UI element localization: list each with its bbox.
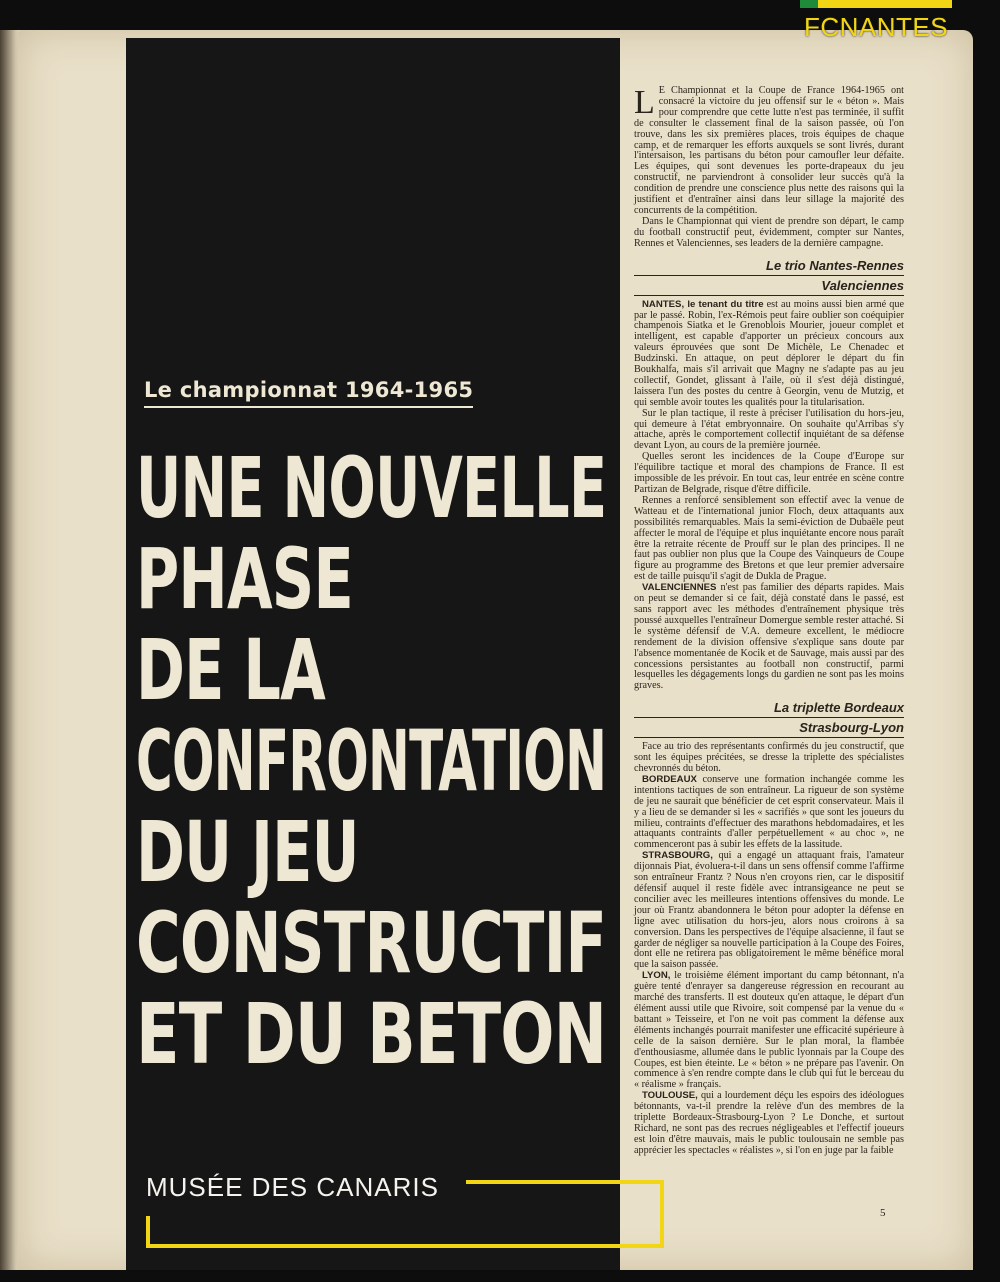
paragraph: Quelles seront les incidences de la Coupe d'Europe sur l'équilibre tactique et moral des champions de France. Il est impossible de les prévoir. En tout cas, leur entrée en scène contre Partizan de Belgrade, risque d'être difficile. (634, 451, 904, 495)
subheading-trio (634, 256, 904, 296)
yellow-frame-line (660, 1180, 664, 1248)
paragraph: qui a engagé un attaquant frais, l'amateur dijonnais Piat, évoluera-t-il dans un sens offensif comme l'affirme son entraîneur Frantz ? Nous n'en croyons rien, car le dispositif défensif auquel il reste fidèle avec intransigeance ne peut se concilier avec les meilleures intentions offensives du monde. Le jour où Frantz abandonnera le béton pour adopter la défense en ligne avec utilisation du hors-jeu, alors nous croirons à sa conversion. Dans les perspectives de l'équipe alsacienne, il faut se garder de négliger sa nouvelle participation à la Coupe des Foires, dont elle ne retirera pas obligatoirement le même bénéfice moral que la saison passée. (634, 850, 904, 971)
headline-line: CONFRONTATION (136, 712, 607, 810)
article-headline (136, 439, 607, 1083)
paragraph: n'est pas familier des départs rapides. Mais on peut se demander si ce fait, déjà constaté dans le passé, est sans rapport avec les méthodes d'entraînement physique très poussé auxquelles l'entraîneur Domergue semble rester attaché. Si le système défensif de V.A. demeure excellent, le médiocre rendement de la division offensive s'explique sans doute par l'absence momentanée de Kocik et de Sauvage, mais aussi par des concessions persistantes au football non constructif, parmi lesquelles les dégagements longs du gardien ne sont pas les moins graves. (634, 582, 904, 692)
paragraph-lead: BORDEAUX (642, 773, 697, 785)
subheading-line: Strasbourg-Lyon (634, 718, 904, 738)
paragraph: E Championnat et la Coupe de France 1964-1965 ont consacré la victoire du jeu offensif sur le « béton ». Mais pour comprendre que cette lutte n'est pas terminée, il suffit de consulter le classement final de la saison passée, où l'on trouve, dans les six premières places, trois équipes de chaque camp, et de remarquer les efforts auxquels se sont livrés, durant l'intersaison, les partisans du béton pour camoufler leur défaite. Les équipes, qui sont devenues les porte-drapeaux du jeu constructif, ne parviendront à consolider leur succès qu'à la condition de prendre une conscience plus nette des raisons qui la justifient et d'entraîner ainsi dans leur sillage la majorité des concurrents de la compétition. (634, 85, 904, 216)
logo-text: FCNANTES (804, 12, 949, 42)
paragraph-lead: NANTES, le tenant du titre (642, 298, 764, 310)
drop-cap: L (634, 84, 655, 121)
headline-line: CONSTRUCTIF (136, 894, 607, 992)
paragraph: Dans le Championnat qui vient de prendre son départ, le camp du football constructif peut, évidemment, compter sur Nantes, Rennes et Valenciennes, ses leaders de la dernière campagne. (634, 215, 904, 249)
yellow-frame-line (146, 1244, 664, 1248)
yellow-frame-line (146, 1216, 150, 1248)
paragraph: Face au trio des représentants confirmés du jeu constructif, que sont les équipes précitées, se dresse la triplette des spécialistes chevronnés du béton. (634, 741, 904, 775)
subheading-line: Valenciennes (634, 276, 904, 296)
paragraph-lead: TOULOUSE, (642, 1090, 698, 1102)
yellow-frame-line (466, 1180, 664, 1184)
paragraph: est au moins aussi bien armé que par le passé. Robin, l'ex-Rémois peut faire oublier son coéquipier champenois Siatka et le Grenoblois Mourier, joueur complet et intelligent, est capable d'apporter un précieux concours aux valeurs éprouvées que sont De Michèle, Le Chenadec et Budzinski. En attaque, on peut déplorer le départ du fin Boukhalfa, mais s'il arrivait que Magny ne s'adapte pas au jeu collectif, Gondet, glissant à l'aile, où il s'est déjà distingué, laissera l'un des postes du centre à Georgin, venu de Mutzig, et qui semble avoir toutes les qualités pour la titularisation. (634, 298, 904, 408)
musee-caption: MUSÉE DES CANARIS (146, 1172, 439, 1202)
paragraph: le troisième élément important du camp bétonnant, n'a guère tenté d'enrayer sa dangereuse régression en recourant au marché des transferts. Il est douteux qu'en attaque, le départ d'un élément aussi utile que Rivoire, soit compensé par la venue du « battant » Teisseire, et l'on ne voit pas comment la défense aux éléments inchangés pourrait manifester une efficacité supérieure à celle de la saison dernière. Sur le plan moral, la flambée d'enthousiasme, allumée dans le public lyonnais par la Coupe des Coupes, est bien éteinte. Le « béton » ne prépare pas l'avenir. On commence à s'en rendre compte dans le club qui fut le berceau du « réalisme » français. (634, 970, 904, 1091)
fcnantes-logo (800, 0, 952, 42)
paragraph-lead: VALENCIENNES (642, 582, 717, 594)
headline-line: ET DU BETON (136, 985, 607, 1083)
paragraph: conserve une formation inchangée comme les intentions tactiques de son entraîneur. La rigueur de son système de jeu ne saurait que bénéficier de cet esprit conservateur. Mais il y a lieu de se demander si les « sacrifiés » que sont les joueurs du milieu, contraints d'effectuer des marathons hebdomadaires, et les attaquants contraints d'aller perpétuellement « au choc », ne commenceront pas à subir les effets de la lassitude. (634, 773, 904, 851)
article-kicker: Le championnat 1964-1965 (144, 378, 473, 408)
logo-color-bar (800, 0, 952, 8)
subheading-line: La triplette Bordeaux (634, 698, 904, 718)
page-number: 5 (880, 1207, 886, 1219)
headline-line: PHASE (136, 530, 353, 628)
headline-line: DE LA (136, 621, 326, 719)
paragraph: qui a lourdement déçu les espoirs des idéologues bétonnants, va-t-il prendre la relève d'un des membres de la triplette Bordeaux-Strasbourg-Lyon ? Le Donche, et surtout Richard, ne sont pas des recrues négligeables et l'effectif joueurs est loin d'être mauvais, mais le public toulousain ne semble pas apprécier les spectacles « réalistes », si l'on en juge par la faible (634, 1090, 904, 1156)
paragraph-lead: LYON, (642, 970, 671, 982)
paragraph: Rennes a renforcé sensiblement son effectif avec la venue de Watteau et de l'international junior Floch, deux attaquants aux possibilités remarquables. Mais la semi-éviction de Dubaële peut affecter le moral de l'équipe et plus inquiétante encore nous paraît être la retraite récente de Prouff sur le plan des principes. Il ne faut pas oublier non plus que la Coupe des Vainqueurs de Coupe figure au programme des Bretons et que leur premier adversaire est de taille puisqu'il s'agit de Dukla de Prague. (634, 494, 904, 583)
headline-line: UNE NOUVELLE (136, 439, 607, 537)
paragraph: Sur le plan tactique, il reste à préciser l'utilisation du hors-jeu, qui demeure à l'état embryonnaire. On souhaite qu'Arribas s'y attache, après le comportement collectif inquiétant de sa défense devant Lyon, au cours de la première journée. (634, 407, 904, 452)
subheading-triplette (634, 698, 904, 738)
headline-line: DU JEU (136, 803, 359, 901)
article-body (634, 86, 904, 1157)
paragraph-lead: STRASBOURG, (642, 850, 713, 862)
subheading-line: Le trio Nantes-Rennes (634, 256, 904, 276)
logo-green-block (800, 0, 818, 8)
